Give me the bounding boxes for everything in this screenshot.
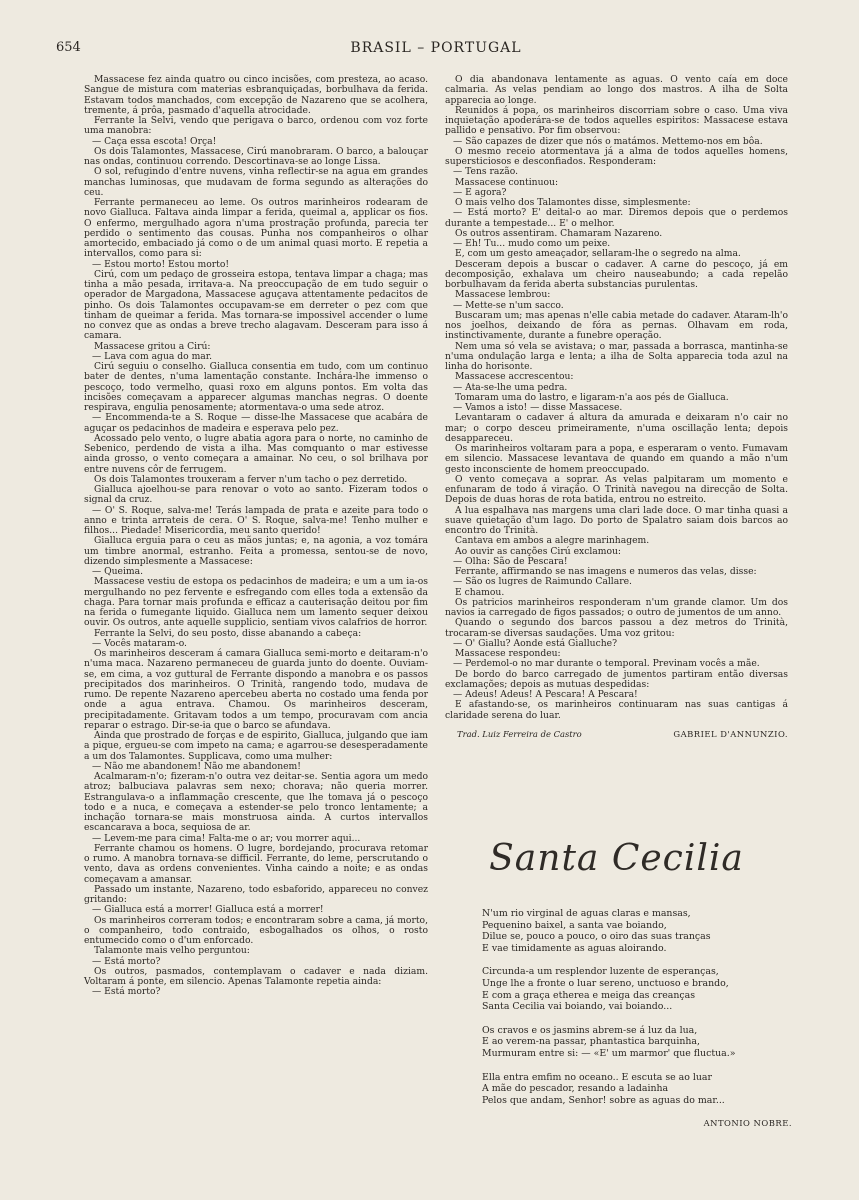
poem-stanza (482, 1025, 792, 1060)
paragraph: — São capazes de dizer que nós o matámos. Mettemo-nos em bôa. (453, 135, 763, 147)
paragraph: — O' S. Roque, salva-me! Terás lampada de prata e azeite para todo o anno e trinta arrateis de cera. O' S. Roque, salva-me! Tenho mulher e filhos... Piedade! Misericordia, meu santo querido! (84, 504, 428, 536)
paragraph: O mesmo receio atormentava já a alma de todos aquelles homens, supersticiosos e desconfiados. Responderam: (445, 145, 788, 167)
story-author: GABRIEL D'ANNUNZIO. (673, 728, 788, 739)
poem-verse: Dilue se, pouco a pouco, o oiro das suas tranças (482, 931, 711, 943)
paragraph: Os patricios marinheiros responderam n'um grande clamor. Um dos navios ia carregado de figos passados; o outro de jumentos de um anno. (445, 596, 788, 618)
paragraph: — Ata-se-lhe uma pedra. (453, 381, 568, 393)
paragraph: E, com um gesto ameaçador, sellaram-lhe o segredo na alma. (455, 248, 741, 260)
poem-stanza (482, 966, 792, 1012)
paragraph: Os marinheiros desceram á camara Gialluca semi-morto e deitaram-n'o n'uma maca. Nazareno permaneceu de guarda junto do doente. Ouviam-se, em cima, a voz guttural de Ferrante dispondo a manobra e os passos precipitados dos marinheiros. O Trinità, rangendo todo, mudava de rumo. De repente Nazareno apercebeu aberta no costado uma fenda por onde a agua entrava. Chamou. Os marinheiros desceram, precipitadamente. Gritavam todos a um tempo, procuravam com ancia reparar o estrago. Dir-se-ia que o barco se afundava. (84, 648, 428, 731)
poem-verse: Pelos que andam, Senhor! sobre as aguas do mar... (482, 1094, 725, 1106)
paragraph: — O' Giallu? Aonde está Gialluche? (453, 637, 618, 649)
poem-verse: Santa Cecilia vai boiando, vai boiando... (482, 1001, 673, 1013)
paragraph: Ainda que prostrado de forças e de espirito, Gialluca, julgando que iam a pique, ergueu-se com impeto na cama; e agarrou-se desesperadamente a um dos Talamontes. Supplicava, como uma mulher: (84, 730, 428, 762)
poem-verse: Ella entra emfim no oceano.. E escuta se ao luar (482, 1071, 712, 1083)
poem-verse: E vae timidamente as aguas aloirando. (482, 942, 667, 954)
page-number: 654 (56, 40, 81, 55)
paragraph: Gialluca ajoelhou-se para renovar o voto ao santo. Fizeram todos o signal da cruz. (84, 484, 428, 506)
right-text-column (445, 75, 788, 739)
paragraph: O sol, refugindo d'entre nuvens, vinha reflectir-se na agua em grandes manchas luminosas, que mudavam de forma segundo as alterações do ceu. (84, 166, 428, 198)
paragraph: — Vocês mataram-o. (92, 637, 187, 649)
poem-author: ANTONIO NOBRE. (703, 1118, 792, 1129)
story-credits (445, 729, 788, 739)
paragraph: — Olha: São de Pescara! (453, 555, 568, 567)
paragraph: Acalmaram-n'o; fizeram-n'o outra vez deitar-se. Sentia agora um medo atroz; balbuciava palavras sem nexo; chorava; não queria morrer. Estrangulava-o a inflammação crescente, que lhe tomava já o pescoço todo e a nuca, e começava a estender-se pelo tronco lentamente; a inchação tornara-se mais monstruosa ainda. A curtos intervallos escancarava a boca, sequiosa de ar. (84, 771, 428, 834)
poem-stanza (482, 1072, 792, 1107)
paragraph: — Lava com agua do mar. (92, 350, 213, 362)
paragraph: Talamonte mais velho perguntou: (94, 945, 250, 957)
paragraph: — Adeus! Adeus! A Pescara! A Pescara! (453, 689, 638, 700)
paragraph: A lua espalhava nas margens uma clari lade doce. O mar tinha quasi a suave quietação d'um lago. Do porto de Spalatro saiam dois barcos ao encontro do Trinità. (445, 504, 788, 536)
poem-title-block (445, 838, 788, 879)
paragraph: Cantava em ambos a alegre marinhagem. (455, 535, 650, 547)
page-header (56, 40, 816, 60)
paragraph: — Está morto? (92, 955, 161, 967)
paragraph: E afastando-se, os marinheiros continuaram nas suas cantigas á claridade serena do luar. (445, 699, 788, 721)
paragraph: — Levem-me para cima! Falta-me o ar; vou morrer aqui... (92, 832, 361, 844)
paragraph: Os marinheiros correram todos; e encontraram sobre a cama, já morto, o companheiro, todo contraido, esbogalhados os olhos, o rosto entumecido como o d'um enforcado. (84, 914, 428, 946)
paragraph: — Está morto? E' deital-o ao mar. Diremos depois que o perdemos durante a tempestade... E' o melhor. (445, 207, 788, 229)
poem-verse: Circunda-a um resplendor luzente de esperanças, (482, 966, 719, 978)
poem-verse: E com a graça etherea e meiga das creanças (482, 989, 696, 1001)
paragraph: Massacese gritou a Cirú: (94, 340, 211, 352)
paragraph: Cirú seguiu o conselho. Gialluca consentia em tudo, com um continuo bater de dentes, n'uma lamentação constante. Inchára-lhe immenso o pescoço, todo vermelho, quasi roxo em alguns pontos. Em volta das incisões começavam a apparecer algumas manchas negras. O doente respirava, engulia penosamente; atormentava-o uma sede atroz. (84, 361, 428, 413)
paragraph: O mais velho dos Talamontes disse, simplesmente: (455, 197, 691, 208)
poem-title: Santa Cecilia (489, 838, 744, 879)
poem-verse: Os cravos e os jasmins abrem-se á luz da lua, (482, 1024, 698, 1036)
paragraph: — Queima. (92, 566, 144, 577)
paragraph: Gialluca erguia para o ceu as mãos juntas; e, na agonia, a voz tomára um timbre anormal, estranho. Feita a promessa, sentou-se de novo, dizendo simplesmente a Massacese: (84, 535, 428, 567)
paragraph: — São os lugres de Raimundo Callare. (453, 576, 632, 588)
paragraph: Passado um instante, Nazareno, todo esbaforido, appareceu no convez gritando: (84, 883, 428, 905)
poem-stanza (482, 908, 792, 954)
paragraph: Nem uma só vela se avistava; o mar, passada a borrasca, mantinha-se n'uma ondulação larga e lenta; a ilha de Solta apparecia toda azul na linha do horisonte. (445, 340, 788, 372)
paragraph: — Encommenda-te a S. Roque — disse-lhe Massacese que acabára de aguçar os pedacinhos de madeira e esperava pelo pez. (84, 412, 428, 434)
paragraph: — Estou morto! Estou morto! (92, 258, 230, 270)
paragraph: Os outros assentiram. Chamaram Nazareno. (455, 227, 663, 239)
paragraph: — Mette-se n'um sacco. (453, 299, 564, 311)
paragraph: Massacese continuou: (455, 176, 559, 188)
poem (482, 908, 792, 1130)
paragraph: Levantaram o cadaver á altura da amurada e deixaram n'o cair no mar; o corpo desceu primeiramente, n'uma oscillação lenta; depois desappareceu. (445, 412, 788, 444)
paragraph: Os outros, pasmados, contemplavam o cadaver e nada diziam. Voltaram á ponte, em silencio. Apenas Talamonte repetia ainda: (84, 965, 428, 987)
poem-verse: Pequenino baixel, a santa vae boiando, (482, 919, 667, 931)
paragraph: Os dois Talamontes trouxeram a ferver n'um tacho o pez derretido. (94, 473, 408, 485)
paragraph: Ferrante chamou os homens. O lugre, bordejando, procurava retomar o rumo. A manobra tornava-se difficil. Ferrante, do leme, perscrutando o vento, dava as ordens convenientes. Vinha caindo a noite; e as ondas começavam a amansar. (84, 842, 428, 885)
poem-verse: Unge lhe a fronte o luar sereno, unctuoso e brando, (482, 977, 729, 989)
paragraph: De bordo do barco carregado de jumentos partiram então diversas exclamações; depois as mutuas despedidas: (445, 668, 788, 690)
paragraph: O vento começava a soprar. As velas palpitaram um momento e enfunaram de todo á viração. O Trinità navegou na direcção de Solta. Depois de duas horas de rota batida, entrou no estreito. (445, 473, 788, 506)
paragraph: — Caça essa escota! Orça! (92, 135, 217, 147)
poem-verse: Murmuram entre si: — «E' um marmor' que fluctua.» (482, 1047, 736, 1059)
paragraph: Reunidos á popa, os marinheiros discorriam sobre o caso. Uma viva inquietação apoderára-se de todos aquelles espiritos: Massacese estava pallido e pensativo. Por fim observou: (445, 104, 788, 137)
paragraph: Buscaram um; mas apenas n'elle cabia metade do cadaver. Ataram-lh'o nos joelhos, deixando de fóra as pernas. Olhavam em roda, instinctivamente, durante a funebre operação. (445, 309, 788, 342)
paragraph: — Tens razão. (453, 166, 518, 178)
translator-credit: Trad. Luiz Ferreira de Castro (457, 728, 582, 739)
right-column-paragraphs (445, 75, 788, 721)
paragraph: Massacese accrescentou: (455, 371, 574, 383)
paragraph: Ferrante la Selvi, do seu posto, disse abanando a cabeça: (94, 627, 362, 639)
paragraph: — Perdemol-o no mar durante o temporal. Previnam vocês a mãe. (453, 658, 760, 670)
paragraph: — Está morto? (92, 986, 161, 998)
paragraph: Acossado pelo vento, o lugre abatia agora para o norte, no caminho de Sebenico, perdendo de vista a ilha. Mas comquanto o mar estivesse ainda grosso, o vento começara a amainar. No ceu, o sol brilhava por entre nuvens côr de ferrugem. (84, 432, 428, 475)
paragraph: Ao ouvir as canções Cirú exclamou: (455, 545, 622, 557)
paragraph: Massacese respondeu: (455, 648, 561, 659)
running-title: BRASIL – PORTUGAL (350, 40, 522, 56)
poem-verse: E ao verem-na passar, phantastica barquinha, (482, 1036, 700, 1048)
paragraph: Ferrante permaneceu ao leme. Os outros marinheiros rodearam de novo Gialluca. Faltava ainda limpar a ferida, queimal a, applicar os fios. O enfermo, mergulhado agora n'uma prostração profunda, parecia ter perdido o sentimento das cousas. Punha nos companheiros o olhar amortecido, embaciado já como o de um animal quasi morto. E repetia a intervallos, como para si: (84, 197, 428, 260)
paragraph: — Gialluca está a morrer! Gialluca está a morrer! (92, 904, 324, 916)
left-text-column (84, 75, 428, 998)
paragraph: Os marinheiros voltaram para a popa, e esperaram o vento. Fumavam em silencio. Massacese levantava de quando em quando a mão n'um gesto inconsciente de homem preoccupado. (445, 443, 788, 475)
paragraph: — Não me abandonem! Não me abandonem! (92, 760, 301, 772)
poem-verse: A mãe do pescador, resando a ladainha (482, 1083, 669, 1095)
paragraph: — E agora? (453, 186, 507, 198)
paragraph: Os dois Talamontes, Massacese, Cirú manobraram. O barco, a balouçar nas ondas, continuou correndo. Descortinava-se ao longe Lissa. (84, 145, 428, 167)
paragraph: E chamou. (455, 586, 505, 598)
paragraph: Ferrante, affirmando se nas imagens e numeros das velas, disse: (455, 566, 757, 577)
paragraph: — Eh! Tu... mudo como um peixe. (453, 238, 611, 249)
paragraph: Desceram depois a buscar o cadaver. A carne do pescoço, já em decomposição, exhalava um cheiro nauseabundo; a cada repelão borbulhavam da ferida aberta substancias purulentas. (445, 258, 788, 290)
paragraph: O dia abandonava lentamente as aguas. O vento caía em doce calmaria. As velas pendiam ao longo dos mastros. A ilha de Solta apparecia ao longe. (445, 74, 788, 106)
paragraph: Massacese vestiu de estopa os pedacinhos de madeira; e um a um ia-os mergulhando no pez fervente e esfregando com elles toda a extensão da chaga. Para tornar mais profunda e efficaz a cauterisação deitou por fim na ferida o fumegante liquido. Gialluca nem um lamento sequer deixou ouvir. Os outros, ante aquelle supplicio, sentiam vivos calafrios de horror. (84, 576, 428, 629)
paragraph: Cirú, com um pedaço de grosseira estopa, tentava limpar a chaga; mas tinha a mão pesada, irritava-a. Na preoccupação de em tudo seguir o operador de Margadona, Massacese aguçava attentamente pedacitos de pinho. Os dois Talamontes occupavam-se em derreter o pez com que tinham de queimar a ferida. Mas tornara-se impossivel accender o lume no convez que as ondas a breve trecho alagavam. Desceram para isso á camara. (84, 268, 428, 342)
paragraph: Tomaram uma do lastro, e ligaram-n'a aos pés de Gialluca. (455, 391, 729, 403)
paragraph: — Vamos a isto! — disse Massacese. (453, 402, 623, 413)
poem-verse: N'um rio virginal de aguas claras e mansas, (482, 908, 691, 919)
paragraph: Quando o segundo dos barcos passou a dez metros do Trinità, trocaram-se diversas saudações. Uma voz gritou: (445, 617, 788, 639)
paragraph: Massacese lembrou: (455, 289, 551, 301)
paragraph: Massacese fez ainda quatro ou cinco incisões, com presteza, ao acaso. Sangue de mistura com materias esbranquiçadas, borbulhava da ferida. Estavam todos manchados, com excepção de Nazareno que se acolhera, tremente, á prôa, pasmado d'aquella atrocidade. (84, 74, 428, 116)
poem-stanzas (482, 908, 792, 1106)
paragraph: Ferrante la Selvi, vendo que perigava o barco, ordenou com voz forte uma manobra: (84, 115, 428, 137)
